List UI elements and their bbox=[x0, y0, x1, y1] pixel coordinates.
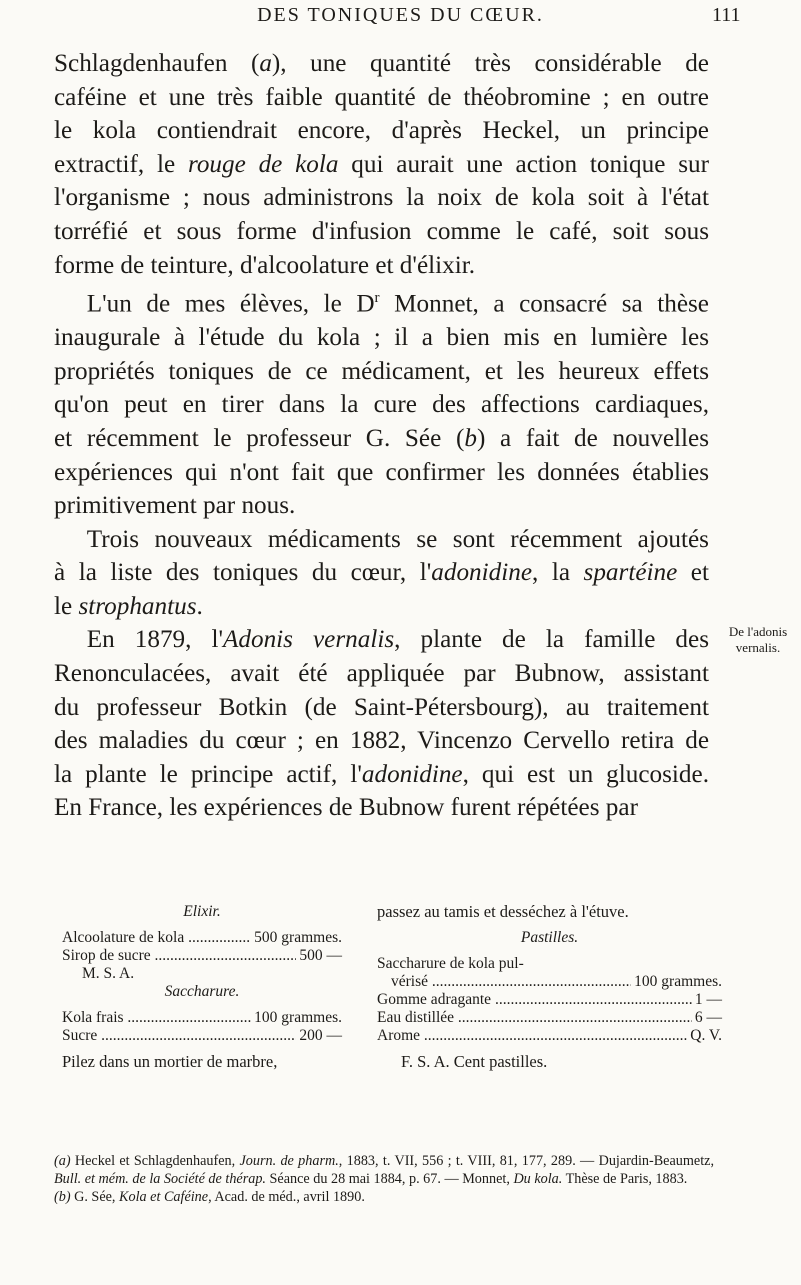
formula-instruction: Pilez dans un mortier de marbre, bbox=[62, 1052, 278, 1071]
page-number: 111 bbox=[712, 4, 741, 26]
text-segment: du professeur Botkin (de Saint-Pétersbourg), au traitement bbox=[54, 693, 709, 721]
footnote-text: G. Sée, bbox=[70, 1189, 120, 1205]
text-line bbox=[54, 249, 709, 283]
formula-row bbox=[377, 991, 722, 1009]
emphasis-text: b bbox=[464, 424, 477, 452]
text-segment: En France, les expériences de Bubnow furent répétées par bbox=[54, 794, 638, 822]
emphasis-text: rouge de kola bbox=[187, 150, 339, 178]
formula-title-pastilles: Pastilles. bbox=[520, 929, 579, 946]
text-line bbox=[54, 657, 709, 691]
formula-row bbox=[62, 929, 342, 947]
text-segment: En 1879, l' bbox=[86, 626, 223, 654]
emphasis-text: a bbox=[259, 50, 272, 77]
formulas-left-column bbox=[62, 903, 342, 1071]
formula-row bbox=[377, 1009, 722, 1027]
formula-ingredient: Arome ..... bbox=[377, 1027, 687, 1045]
formula-quantity: 200 — bbox=[299, 1027, 342, 1044]
formulas-right-column bbox=[377, 903, 722, 1071]
formula-title-saccharure: Saccharure. bbox=[164, 983, 240, 1000]
formula-quantity: 6 — bbox=[694, 1009, 722, 1026]
running-header bbox=[0, 4, 801, 34]
text-segment: L'un de mes élèves, le D bbox=[86, 290, 375, 318]
formula-note: F. S. A. Cent pastilles. bbox=[401, 1052, 548, 1071]
emphasis-text: Adonis vernalis bbox=[223, 626, 395, 654]
text-segment: ) a fait de nouvelles bbox=[476, 424, 710, 452]
text-segment: des maladies du cœur ; en 1882, Vincenzo Cervello retira de bbox=[54, 727, 709, 755]
running-title: DES TONIQUES DU CŒUR. bbox=[257, 4, 544, 26]
formula-quantity: 100 grammes. bbox=[254, 1009, 342, 1026]
formula-ingredient: Eau distillée ..... bbox=[377, 1009, 692, 1027]
text-line bbox=[54, 148, 709, 182]
footnote-source: Du kola. bbox=[513, 1171, 563, 1187]
text-segment: Trois nouveaux médicaments se sont récemment ajoutés bbox=[86, 525, 709, 553]
text-segment: à la liste des toniques du cœur, l' bbox=[54, 559, 432, 587]
footnote-text: Séance du 28 mai 1884, p. 67. — Monnet, bbox=[265, 1171, 514, 1187]
formula-quantity: Q. V. bbox=[690, 1027, 722, 1044]
text-line bbox=[54, 523, 709, 557]
emphasis-text: strophantus bbox=[78, 592, 197, 620]
text-segment: extractif, le bbox=[54, 150, 188, 178]
text-line bbox=[54, 47, 709, 81]
text-segment: et bbox=[677, 559, 709, 587]
text-segment: caféine et une très faible quantité de théobromine ; en outre bbox=[54, 83, 709, 111]
margin-note-line: vernalis. bbox=[735, 640, 781, 655]
text-segment: expériences qui n'ont fait que confirmer les données établies bbox=[54, 458, 709, 486]
text-segment: . bbox=[196, 592, 203, 620]
text-line bbox=[54, 321, 709, 355]
text-line bbox=[54, 758, 709, 792]
formula-quantity: 500 grammes. bbox=[254, 929, 342, 946]
formula-ingredient: Sucre ..... bbox=[62, 1027, 296, 1045]
text-line bbox=[54, 181, 709, 215]
formula-row bbox=[62, 947, 342, 965]
footnote-source: Journ. de pharm. bbox=[239, 1153, 339, 1169]
text-line bbox=[54, 355, 709, 389]
text-segment: Schlagdenhaufen ( bbox=[54, 50, 260, 77]
text-line bbox=[54, 590, 709, 624]
text-line bbox=[54, 724, 709, 758]
formula-ingredient: Gomme adragante ..... bbox=[377, 991, 692, 1009]
text-segment: Renonculacées, avait été appliquée par Bubnow, assistant bbox=[54, 660, 709, 688]
formula-ingredient: Kola frais ..... bbox=[62, 1009, 251, 1027]
formula-row bbox=[62, 1027, 342, 1045]
text-segment: , plante de la famille des bbox=[394, 626, 709, 654]
formulas-section bbox=[54, 902, 722, 1133]
text-segment: forme de teinture, d'alcoolature et d'élixir. bbox=[54, 251, 476, 279]
text-line bbox=[54, 623, 709, 657]
text-segment: Monnet, a consacré sa thèse bbox=[379, 290, 709, 318]
footnote-text: Heckel et Schlagdenhaufen, bbox=[70, 1153, 240, 1169]
text-line bbox=[54, 282, 709, 321]
footnote-text: Thèse de Paris, 1883. bbox=[562, 1171, 688, 1187]
text-segment: qu'on peut en tirer dans la cure des affections cardiaques, bbox=[54, 391, 709, 419]
formula-row bbox=[377, 1027, 722, 1045]
formula-note: M. S. A. bbox=[82, 965, 135, 982]
text-segment: le kola contiendrait encore, d'après Heckel, un principe bbox=[54, 117, 709, 145]
formula-quantity: 500 — bbox=[299, 947, 342, 964]
text-segment: et récemment le professeur G. Sée ( bbox=[54, 424, 465, 452]
formula-line: Saccharure de kola pul- bbox=[377, 955, 524, 972]
emphasis-text: adonidine bbox=[361, 760, 463, 788]
text-line bbox=[54, 388, 709, 422]
text-segment: la plante le principe actif, l' bbox=[54, 760, 362, 788]
text-segment: qui aurait une action tonique sur bbox=[338, 150, 709, 178]
text-line bbox=[54, 456, 709, 490]
margin-note-line: De l'adonis bbox=[728, 624, 788, 639]
footnote-marker: (a) bbox=[54, 1153, 71, 1169]
footnote-a bbox=[54, 1152, 714, 1188]
emphasis-text: spartéine bbox=[583, 559, 678, 587]
text-segment: primitivement par nous. bbox=[54, 492, 296, 520]
formula-row bbox=[62, 1009, 342, 1027]
text-line bbox=[54, 489, 709, 523]
emphasis-text: r bbox=[374, 290, 380, 307]
text-line bbox=[54, 422, 709, 456]
formula-ingredient: Sirop de sucre ..... bbox=[62, 947, 296, 965]
text-line bbox=[54, 114, 709, 148]
footnote-source: Kola et Caféine bbox=[119, 1189, 209, 1205]
text-segment: ), une quantité très considérable de bbox=[271, 50, 709, 77]
text-segment: propriétés toniques de ce médicament, et les heureux effets bbox=[54, 357, 709, 385]
text-segment: , la bbox=[532, 559, 584, 587]
text-line bbox=[54, 81, 709, 115]
formula-ingredient: vérisé ..... bbox=[391, 973, 631, 991]
footnote-source: Bull. et mém. de la Société de thérap. bbox=[54, 1171, 266, 1187]
formula-row bbox=[377, 973, 722, 991]
footnote-marker: (b) bbox=[54, 1189, 71, 1205]
text-segment: , qui est un glucoside. bbox=[462, 760, 709, 788]
text-segment: l'organisme ; nous administrons la noix de kola soit à l'état bbox=[54, 184, 709, 212]
text-segment: le bbox=[54, 592, 79, 620]
margin-note bbox=[718, 624, 798, 656]
formula-title-elixir: Elixir. bbox=[183, 903, 221, 920]
footnotes bbox=[54, 1152, 714, 1206]
formula-quantity: 1 — bbox=[694, 991, 722, 1008]
footnote-text: , Acad. de méd., avril 1890. bbox=[208, 1189, 365, 1205]
formula-quantity: 100 grammes. bbox=[634, 973, 722, 990]
text-line bbox=[54, 791, 709, 825]
main-text bbox=[54, 47, 709, 825]
formula-instruction-continued: passez au tamis et desséchez à l'étuve. bbox=[377, 902, 629, 921]
text-line bbox=[54, 556, 709, 590]
footnote-b bbox=[54, 1188, 714, 1206]
formula-ingredient: Alcoolature de kola ..... bbox=[62, 929, 251, 947]
emphasis-text: adonidine bbox=[431, 559, 533, 587]
text-line bbox=[54, 215, 709, 249]
text-segment: torréfié et sous forme d'infusion comme le café, soit sous bbox=[54, 217, 709, 245]
text-line bbox=[54, 691, 709, 725]
text-segment: inaugurale à l'étude du kola ; il a bien mis en lumière les bbox=[54, 324, 709, 352]
footnote-text: , 1883, t. VII, 556 ; t. VIII, 81, 177, 289. — Dujardin-Beaumetz, bbox=[338, 1153, 714, 1169]
